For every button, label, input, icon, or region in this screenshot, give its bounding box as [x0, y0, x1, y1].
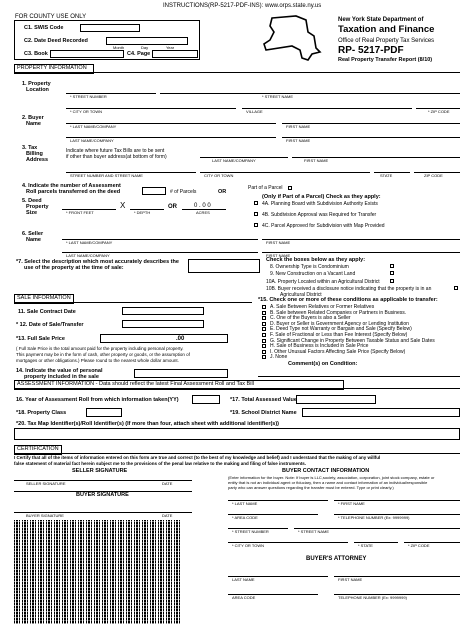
- q3-note2: if other than buyer address(at bottom of form): [66, 154, 167, 160]
- q1-label: 1. Property: [22, 81, 51, 87]
- att-area-label: AREA CODE: [232, 595, 256, 600]
- cert-text1: I Certify that all of the items of information entered on this form are true and correct (to the best of my knowledge and belief) and I understand that the making of any willful: [14, 455, 381, 460]
- village-field[interactable]: [242, 108, 412, 109]
- condition-checkbox[interactable]: [262, 311, 266, 315]
- condition-label: G. Significant Change in Property Between Taxable Status and Sale Dates: [270, 337, 435, 344]
- q7b-label: use of the property at the time of sale:: [24, 265, 124, 271]
- condition-label: E. Deed Type not Warranty or Bargain and Sale (Specify Below): [270, 326, 412, 333]
- q2b-label: Name: [26, 121, 41, 127]
- street-name-label: * STREET NAME: [262, 94, 294, 99]
- contact-state-label: * STATE: [358, 543, 373, 548]
- contact-tel-label: * TELEPHONE NUMBER (Ex: 9999999): [338, 515, 410, 520]
- seller-last-label: * LAST NAME/COMPANY: [66, 240, 113, 245]
- county-use-label: FOR COUNTY USE ONLY: [15, 14, 87, 20]
- att-last-label: LAST NAME: [232, 577, 255, 582]
- property-class-field[interactable]: [86, 408, 122, 417]
- seller-first-label: FIRST NAME: [266, 240, 291, 245]
- q5c-label: Size: [26, 210, 38, 216]
- q17-label: *17. Total Assessed Value: [230, 397, 297, 403]
- sale-price-value: .00: [176, 336, 185, 342]
- q6-label: 6. Seller: [22, 231, 44, 237]
- village-label: VILLAGE: [246, 109, 263, 114]
- assessment-section-header: ASSESSMENT INFORMATION - Data should reflect the latest Final Assessment Roll and Tax Bill: [14, 380, 344, 390]
- office-label: Office of Real Property Tax Services: [338, 38, 435, 44]
- q15-label: *15. Check one or more of these conditions as applicable to transfer:: [258, 297, 438, 303]
- zip-label: * ZIP CODE: [428, 109, 450, 114]
- sale-note2: This payment may be in the form of cash, other property or goods, or the assumption of: [16, 352, 190, 357]
- contact-city-label: * CITY OR TOWN: [232, 543, 265, 548]
- q8-label: 8. Ownership Type is Condominium: [270, 264, 349, 270]
- contract-date-field[interactable]: [122, 307, 204, 315]
- tax-street-label: STREET NUMBER AND STREET NAME: [70, 173, 143, 178]
- q5-label: 5. Deed: [22, 198, 42, 204]
- att-tel-label: TELEPHONE NUMBER (Ex: 9999999): [338, 595, 407, 600]
- q20-label: *20. Tax Map Identifier(s)/Roll Identifier(s) (If more than four, attach sheet with additional identifier(s)): [16, 421, 280, 427]
- q5b-label: Property: [26, 204, 49, 210]
- q10b-label: 10B. Buyer received a disclosure notice indicating that the property is in an: [266, 286, 432, 292]
- property-section-header: PROPERTY INFORMATION: [14, 64, 94, 74]
- condition-checkbox[interactable]: [262, 305, 266, 309]
- q3c-label: Address: [26, 157, 49, 163]
- contact-note2: entity that is not an individual agent or fiduciary, then a name and contact information of an individual/responsible: [228, 480, 428, 485]
- 4c-checkbox[interactable]: [254, 223, 258, 227]
- barcode-image: [14, 520, 182, 624]
- contact-stname-label: * STREET NAME: [298, 529, 330, 534]
- condition-label: I. Other Unusual Factors Affecting Sale Price (Specify Below): [270, 348, 406, 355]
- buyer-contact-header: BUYER CONTACT INFORMATION: [282, 468, 370, 474]
- assessed-value-field[interactable]: [296, 395, 376, 404]
- sale-note3: mortgages or other obligations.) Please round to the nearest whole dollar amount.: [16, 358, 179, 363]
- assessment-year-field[interactable]: [192, 395, 220, 404]
- sale-date-field[interactable]: [122, 320, 204, 328]
- seller-date-label: DATE: [162, 481, 173, 486]
- comments-field[interactable]: [258, 376, 460, 377]
- condition-checkbox[interactable]: [262, 355, 266, 359]
- condition-checkbox[interactable]: [262, 316, 266, 320]
- report-title: Real Property Transfer Report (8/10): [338, 57, 433, 63]
- tax-map-field[interactable]: [14, 428, 460, 440]
- q3-note1: Indicate where future Tax Bills are to be sent: [66, 148, 165, 154]
- c3-label: C3. Book: [24, 51, 48, 57]
- q7-label: *7. Select the description which most accurately describes the: [16, 259, 179, 265]
- times-label: X: [120, 201, 126, 210]
- part-parcel-checkbox[interactable]: [288, 186, 292, 190]
- q12-label: * 12. Date of Sale/Transfer: [16, 322, 84, 328]
- q18-label: *18. Property Class: [16, 410, 67, 416]
- condition-label: A. Sale Between Relatives or Former Relatives: [270, 304, 375, 310]
- buyer-last-label: * LAST NAME/COMPANY: [70, 124, 117, 129]
- tax-city-label: CITY OR TOWN: [204, 173, 234, 178]
- seller2-first-field[interactable]: [262, 252, 460, 253]
- seller2-first-label: FIRST NAME: [266, 253, 291, 258]
- contact-last-label: * LAST NAME: [232, 501, 258, 506]
- 4b-checkbox[interactable]: [254, 212, 258, 216]
- page-field[interactable]: [152, 50, 198, 58]
- q11-label: 11. Sale Contract Date: [18, 309, 76, 315]
- contact-note1: (Enter information for the buyer. Note: If buyer is LLC,society, association, corporation, joint stock company, estate or: [228, 475, 435, 480]
- condition-checkbox[interactable]: [262, 339, 266, 343]
- sale-price-field[interactable]: [100, 334, 228, 343]
- buyer2-last-label: LAST NAME/COMPANY: [70, 138, 114, 143]
- q4b-label: Roll parcels transferred on the deed: [26, 189, 121, 195]
- q1b-label: Location: [26, 87, 49, 93]
- parcels-label: # of Parcels: [170, 189, 197, 195]
- ny-state-map-icon: [262, 14, 324, 62]
- q9-checkbox[interactable]: [390, 271, 394, 275]
- sale-note1: ( Full Sale Price is the total amount paid for the property including personal property.: [16, 346, 184, 351]
- buyer-date-label: DATE: [162, 513, 173, 518]
- condition-checkbox[interactable]: [262, 350, 266, 354]
- tax-first-label: FIRST NAME: [304, 158, 329, 163]
- condition-label: J. None: [270, 354, 288, 361]
- contact-zip-label: * ZIP CODE: [408, 543, 430, 548]
- seller-first-field[interactable]: [262, 239, 460, 240]
- date-recorded-field[interactable]: [106, 37, 188, 45]
- attorney-header: BUYER'S ATTORNEY: [306, 556, 367, 562]
- or-label: OR: [218, 189, 227, 195]
- acres-value: 0 . 0 0: [194, 203, 211, 209]
- acres-label: ACRES: [196, 210, 210, 215]
- street-name-field[interactable]: [160, 93, 460, 94]
- c4-label: C4. Page: [127, 51, 151, 57]
- depth-label: * DEPTH: [134, 210, 151, 215]
- parcels-field[interactable]: [142, 187, 166, 195]
- q6b-label: Name: [26, 237, 41, 243]
- condition-label: B. Sale between Related Companies or Partners in Business.: [270, 309, 407, 316]
- 4a-checkbox[interactable]: [254, 201, 258, 205]
- personal-property-field[interactable]: [134, 369, 228, 378]
- school-district-field[interactable]: [302, 408, 460, 417]
- sale-section-header: SALE INFORMATION: [14, 294, 74, 304]
- q14-label: 14. Indicate the value of personal: [16, 368, 103, 374]
- contact-stno-label: * STREET NUMBER: [232, 529, 269, 534]
- condition-label: H. Sale of Business is Included in Sale Price: [270, 343, 369, 350]
- buyer-first-label: FIRST NAME: [286, 124, 311, 129]
- certification-section-header: CERTIFICATION: [14, 445, 62, 455]
- cert-text2: false statement of material fact herein subject me to the provisions of the penal law relative to the making and filing of false instruments.: [14, 461, 307, 466]
- tax-zip-label: ZIP CODE: [424, 173, 443, 178]
- day-label: Day: [141, 45, 149, 50]
- dept-title: Taxation and Finance: [338, 24, 435, 35]
- street-number-label: * STREET NUMBER: [70, 94, 107, 99]
- condition-label: C. One of the Buyers is also a Seller: [270, 315, 351, 322]
- instructions-link[interactable]: INSTRUCTIONS(RP-5217-PDF-INS): www.orps.state.ny.us: [163, 3, 322, 9]
- q10b2-label: Agricultural District: [280, 292, 322, 298]
- check-boxes-label: Check the boxes below as they apply:: [266, 257, 366, 263]
- att-first-label: FIRST NAME: [338, 577, 363, 582]
- q9-label: 9. New Construction on a Vacant Land: [270, 271, 356, 277]
- q10b-checkbox[interactable]: [454, 286, 458, 290]
- condition-checkbox[interactable]: [262, 327, 266, 331]
- tax-last-label: LAST NAME/COMPANY: [212, 158, 256, 163]
- condition-checkbox[interactable]: [262, 333, 266, 337]
- 4b-label: 4B. Subdivision Approval was Required for Transfer: [262, 212, 377, 218]
- condition-checkbox[interactable]: [262, 322, 266, 326]
- comments-label: Comment(s) on Condition:: [288, 361, 358, 367]
- seller2-last-label: LAST NAME/COMPANY: [66, 253, 110, 258]
- seller-sig-header: SELLER SIGNATURE: [72, 468, 128, 474]
- tax-state-label: STATE: [380, 173, 393, 178]
- property-use-field[interactable]: [188, 259, 260, 273]
- contact-area-label: * AREA CODE: [232, 515, 258, 520]
- q3-label: 3. Tax: [22, 145, 38, 151]
- month-label: Month: [113, 45, 125, 50]
- q3b-label: Billing: [26, 151, 43, 157]
- seller-signature-label: SELLER SIGNATURE: [26, 481, 66, 486]
- book-field[interactable]: [50, 50, 124, 58]
- city-label: * CITY OR TOWN: [70, 109, 103, 114]
- part-parcel-label: Part of a Parcel: [248, 185, 283, 191]
- condition-label: D. Buyer or Seller is Government Agency or Lending Institution: [270, 320, 409, 327]
- year-label: Year: [166, 45, 175, 50]
- contact-note3: party who can answer questions regarding the transfer must be entered. Type or print clearly.): [228, 485, 394, 490]
- q10a-checkbox[interactable]: [390, 279, 394, 283]
- 4a-label: 4A. Planning Board with Subdivision Authority Exists: [262, 201, 378, 207]
- q16-label: 16. Year of Assessment Roll from which information taken(YY): [16, 397, 179, 403]
- or2-label: OR: [168, 204, 177, 210]
- c2-label: C2. Date Deed Recorded: [24, 38, 88, 44]
- only-if-label: (Only if Part of a Parcel) Check as they apply:: [262, 194, 381, 200]
- q13-label: *13. Full Sale Price: [16, 336, 65, 342]
- buyer-signature-label: BUYER SIGNATURE: [26, 513, 64, 518]
- condition-checkbox[interactable]: [262, 344, 266, 348]
- c1-label: C1. SWIS Code: [24, 25, 64, 31]
- 4c-label: 4C. Parcel Approved for Subdivision with Map Provided: [262, 223, 385, 229]
- front-feet-label: * FRONT FEET: [66, 210, 94, 215]
- q19-label: *19. School District Name: [230, 410, 297, 416]
- q8-checkbox[interactable]: [390, 264, 394, 268]
- dept-label: New York State Department of: [338, 17, 424, 23]
- contact-first-label: * FIRST NAME: [338, 501, 365, 506]
- condition-label: F. Sale of Fractional or Less than Fee Interest (Specify Below): [270, 332, 408, 338]
- q14b-label: property included in the sale: [24, 374, 99, 380]
- q2-label: 2. Buyer: [22, 115, 44, 121]
- q4-label: 4. Indicate the number of Assessment: [22, 183, 121, 189]
- q10a-label: 10A. Property Located within an Agricultural District: [266, 279, 380, 285]
- swis-code-field[interactable]: [80, 24, 140, 32]
- buyer2-first-label: FIRST NAME: [286, 138, 311, 143]
- buyer-sig-header: BUYER SIGNATURE: [76, 492, 129, 498]
- form-number: RP- 5217-PDF: [338, 45, 404, 56]
